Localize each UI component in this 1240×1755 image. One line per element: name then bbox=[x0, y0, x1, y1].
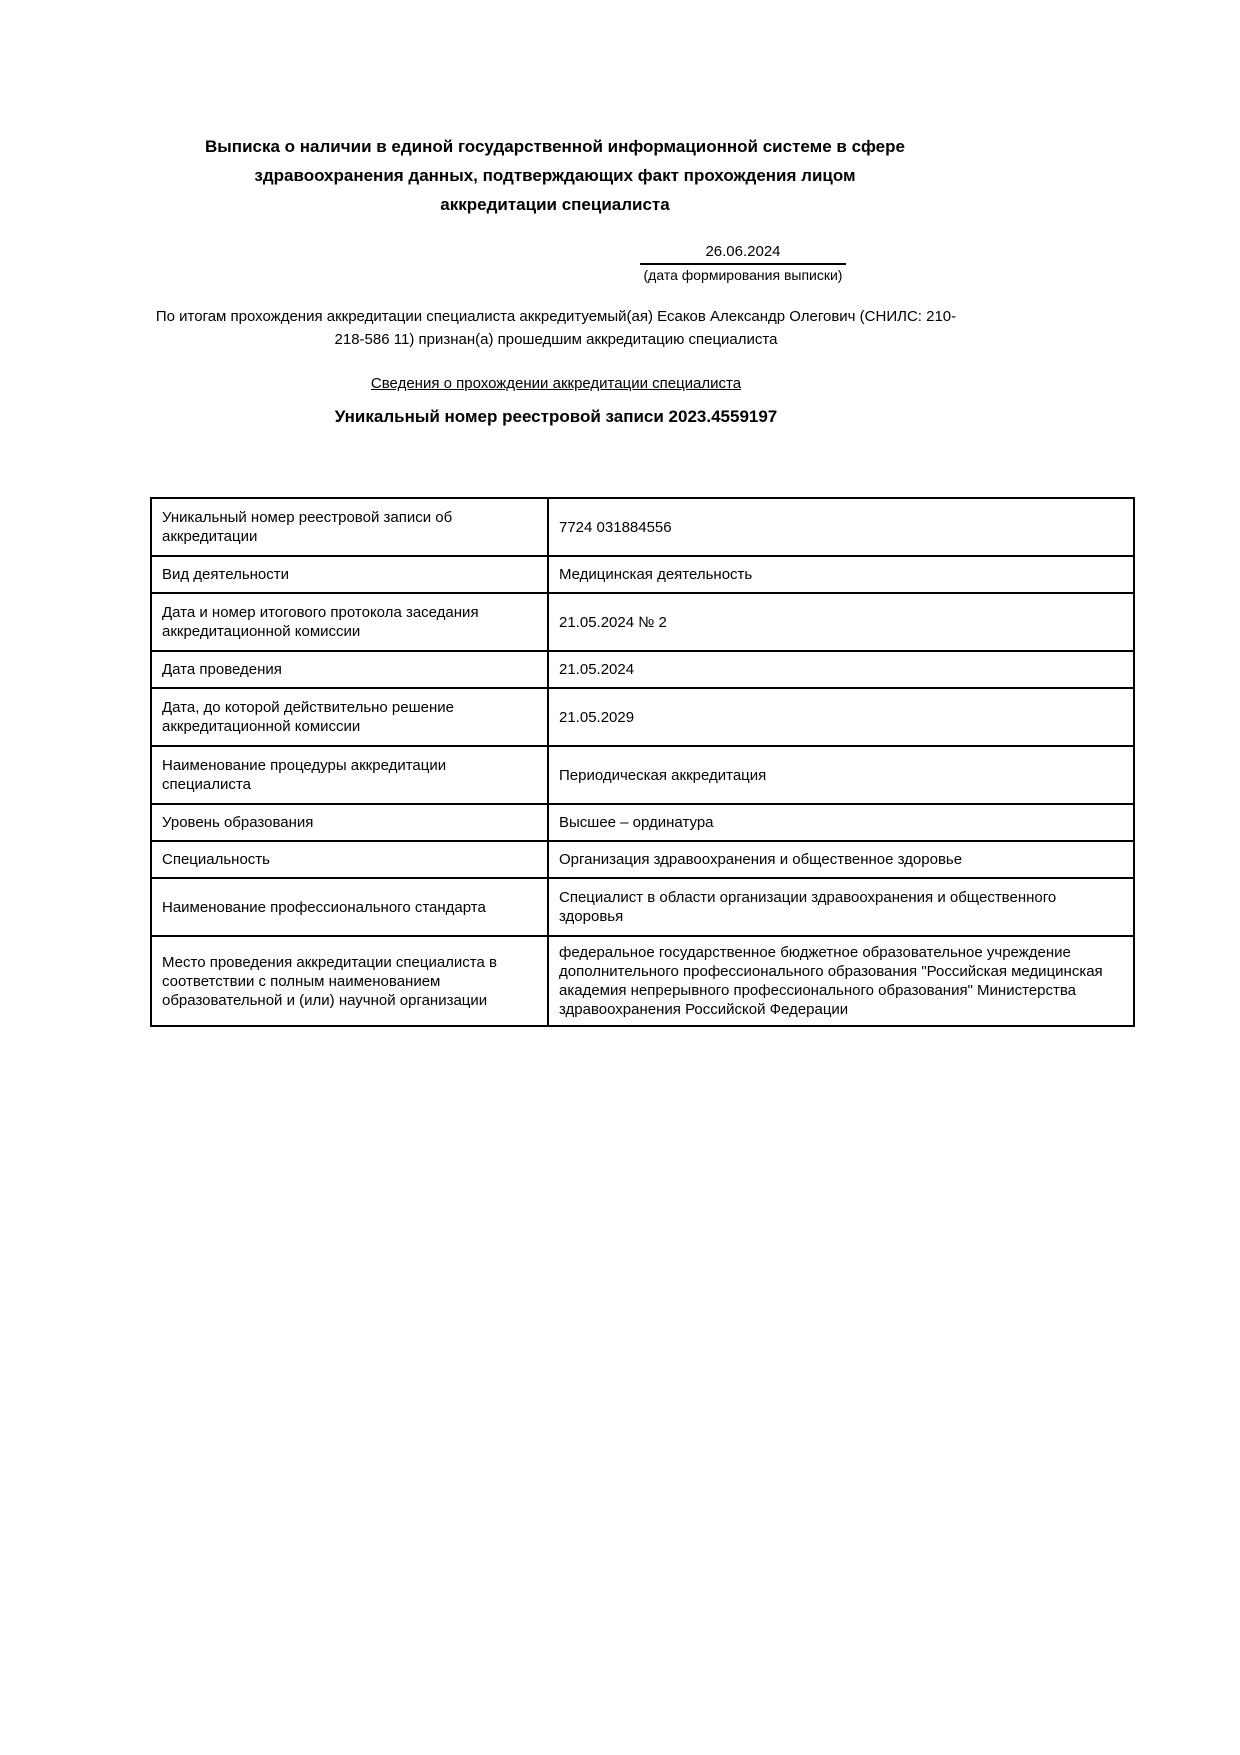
row-label: Вид деятельности bbox=[151, 556, 548, 593]
table-row bbox=[151, 651, 1134, 688]
row-value: 21.05.2024 bbox=[548, 651, 1134, 688]
extract-date-caption: (дата формирования выписки) bbox=[643, 267, 843, 283]
row-value: 21.05.2024 № 2 bbox=[548, 593, 1134, 651]
table-row bbox=[151, 841, 1134, 878]
document-title: Выписка о наличии в единой государственной информационной системе в сфере здравоохранения данных, подтверждающих факт прохождения лицом аккредитации специалиста bbox=[205, 137, 905, 214]
row-value: 21.05.2029 bbox=[548, 688, 1134, 746]
row-label: Уникальный номер реестровой записи об аккредитации bbox=[151, 498, 548, 556]
table-row bbox=[151, 804, 1134, 841]
table-row bbox=[151, 878, 1134, 936]
table-row bbox=[151, 593, 1134, 651]
date-block bbox=[640, 242, 846, 284]
row-value: Медицинская деятельность bbox=[548, 556, 1134, 593]
table-row bbox=[151, 936, 1134, 1026]
row-label: Наименование процедуры аккредитации специалиста bbox=[151, 746, 548, 804]
table-row bbox=[151, 556, 1134, 593]
section-heading bbox=[142, 374, 970, 394]
accreditation-result-paragraph: По итогам прохождения аккредитации специалиста аккредитуемый(ая) Есаков Александр Олегович (СНИЛС: 210-218-586 11) признан(а) прошедшим аккредитацию специалиста bbox=[155, 308, 957, 348]
table-row bbox=[151, 746, 1134, 804]
row-label: Место проведения аккредитации специалиста в соответствии с полным наименованием образовательной и (или) научной организации bbox=[151, 936, 548, 1026]
row-label: Наименование профессионального стандарта bbox=[151, 878, 548, 936]
row-label: Специальность bbox=[151, 841, 548, 878]
row-label: Уровень образования bbox=[151, 804, 548, 841]
extract-date: 26.06.2024 bbox=[640, 242, 846, 265]
row-value: 7724 031884556 bbox=[548, 498, 1134, 556]
registry-number-line: Уникальный номер реестровой записи 2023.4559197 bbox=[334, 407, 778, 426]
row-value: Высшее – ординатура bbox=[548, 804, 1134, 841]
table-row bbox=[151, 688, 1134, 746]
row-value: Периодическая аккредитация bbox=[548, 746, 1134, 804]
row-value: Организация здравоохранения и общественное здоровье bbox=[548, 841, 1134, 878]
row-label: Дата, до которой действительно решение аккредитационной комиссии bbox=[151, 688, 548, 746]
row-label: Дата и номер итогового протокола заседания аккредитационной комиссии bbox=[151, 593, 548, 651]
row-value: федеральное государственное бюджетное образовательное учреждение дополнительного профессионального образования "Российская медицинская академия непрерывного профессионального образования" Министерства здравоохранения Российской Федерации bbox=[548, 936, 1134, 1026]
section-heading-text: Сведения о прохождении аккредитации специалиста bbox=[370, 375, 742, 392]
accreditation-details-table bbox=[150, 497, 1135, 1027]
table-row bbox=[151, 498, 1134, 556]
row-value: Специалист в области организации здравоохранения и общественного здоровья bbox=[548, 878, 1134, 936]
row-label: Дата проведения bbox=[151, 651, 548, 688]
